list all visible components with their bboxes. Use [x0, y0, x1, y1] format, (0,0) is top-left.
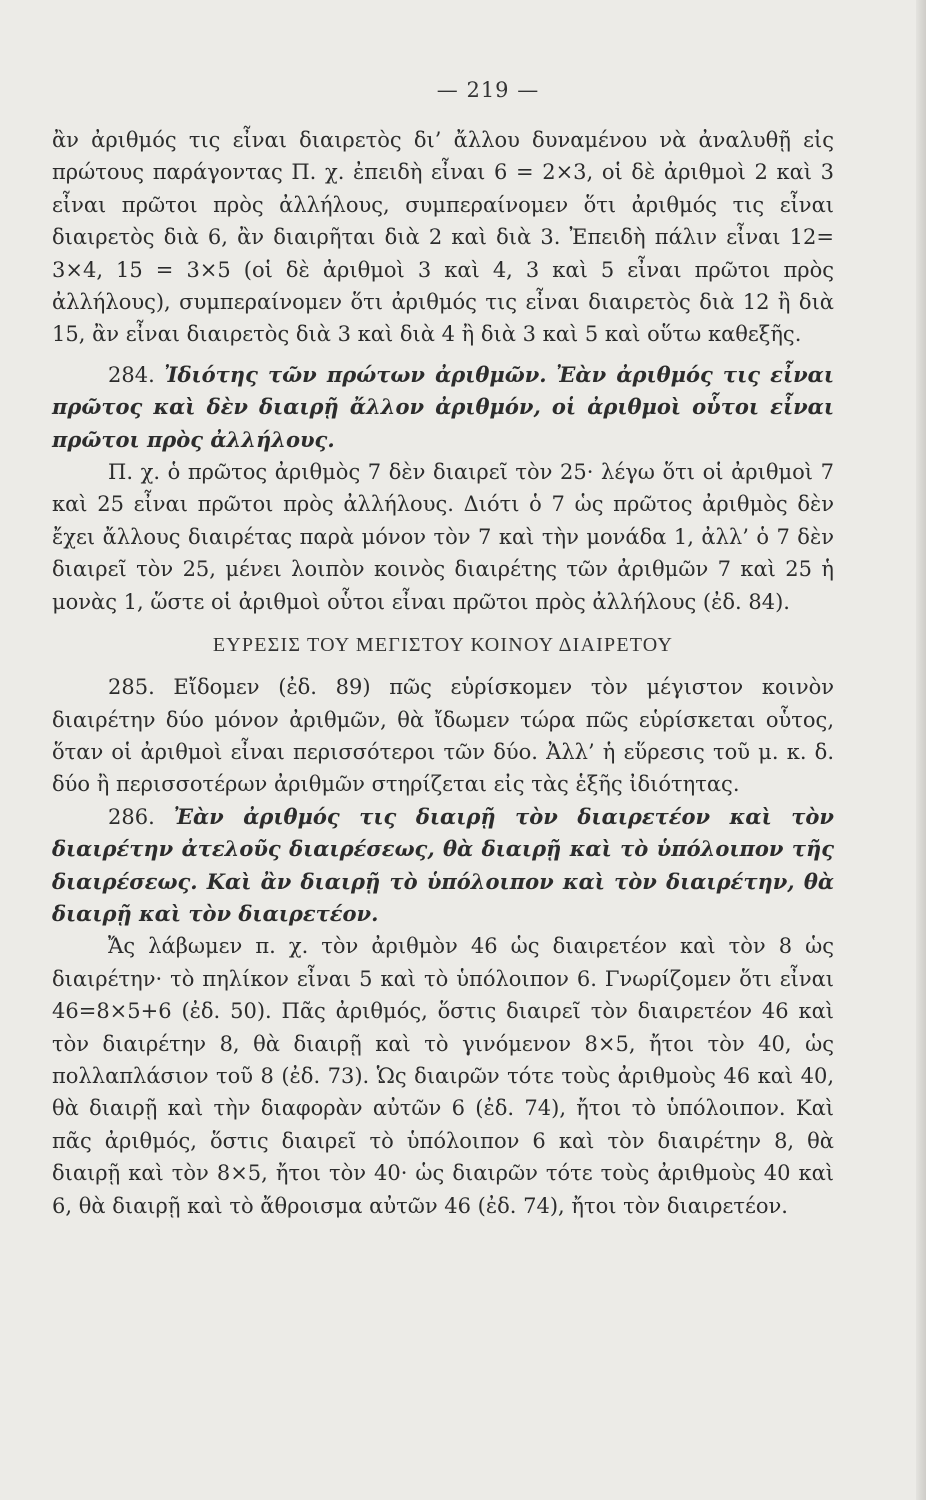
- paragraph-284-rule: Ἐὰν ἀριθμός τις εἶναι πρῶτος καὶ δὲν διαιρῇ ἄλλον ἀριθμόν, οἱ ἀριθμοὶ οὗτοι εἶναι πρῶτοι πρὸς ἀλλήλους.: [52, 361, 834, 452]
- section-heading: ΕΥΡΕΣΙΣ ΤΟΥ ΜΕΓΙΣΤΟΥ ΚΟΙΝΟΥ ΔΙΑΙΡΕΤΟΥ: [212, 634, 674, 657]
- paragraph-284-title: Ἰδιότης τῶν πρώτων ἀριθμῶν.: [164, 361, 547, 387]
- paragraph-286-body: Ἄς λάβωμεν π. χ. τὸν ἀριθμὸν 46 ὡς διαιρετέον καὶ τὸν 8 ὡς διαιρέτην· τὸ πηλίκον εἶναι 5 καὶ τὸ ὑπόλοιπον 6. Γνωρίζομεν ὅτι εἶναι 46=8×5+6 (ἐδ. 50). Πᾶς ἀριθμός, ὅστις διαιρεῖ τὸν διαιρετέον 46 καὶ τὸν διαιρέτην 8, θὰ διαιρῇ καὶ τὸ γινόμενον 8×5, ἤτοι τὸν 40, ὡς πολλαπλάσιον τοῦ 8 (ἐδ. 73). Ὡς διαιρῶν τότε τοὺς ἀριθμοὺς 46 καὶ 40, θὰ διαιρῇ καὶ τὴν διαφορὰν αὐτῶν 6 (ἐδ. 74), ἤτοι τὸ ὑπόλοιπον. Καὶ πᾶς ἀριθμός, ὅστις διαιρεῖ τὸ ὑπόλοιπον 6 καὶ τὸν διαιρέτην 8, θὰ διαιρῇ καὶ τὸν 8×5, ἤτοι τὸν 40· ὡς διαιρῶν τότε τοὺς ἀριθμοὺς 40 καὶ 6, θὰ διαιρῇ καὶ τὸ ἄθροισμα αὐτῶν 46 (ἐδ. 74), ἤτοι τὸν διαιρετέον.: [52, 934, 834, 1218]
- paragraph-286-number: 286.: [108, 804, 155, 829]
- page-edge: [916, 0, 926, 1500]
- spacer: [52, 351, 834, 359]
- paragraph-284-example: Π. χ. ὁ πρῶτος ἀριθμὸς 7 δὲν διαιρεῖ τὸν 25· λέγω ὅτι οἱ ἀριθμοὶ 7 καὶ 25 εἶναι πρῶτοι πρὸς ἀλλήλους. Διότι ὁ 7 ὡς πρῶτος ἀριθμὸς δὲν ἔχει ἄλλους διαιρέτας παρὰ μόνον τὸν 7 καὶ τὴν μονάδα 1, ἀλλ’ ὁ 7 δὲν διαιρεῖ τὸν 25, μένει λοιπὸν κοινὸς διαιρέτης τῶν ἀριθμῶν 7 καὶ 25 ἡ μονὰς 1, ὥστε οἱ ἀριθμοὶ οὗτοι εἶναι πρῶτοι πρὸς ἀλλήλους (ἐδ. 84).: [52, 460, 834, 614]
- paragraph-284: [52, 359, 834, 456]
- intro-paragraph: ἂν ἀριθμός τις εἶναι διαιρετὸς δι’ ἄλλου δυναμένου νὰ ἀναλυθῇ εἰς πρώτους παράγοντας Π. χ. ἐπειδὴ εἶναι 6 = 2×3, οἱ δὲ ἀριθμοὶ 2 καὶ 3 εἶναι πρῶτοι πρὸς ἀλλήλους, συμπεραίνομεν ὅτι ἀριθμός τις εἶναι διαιρετὸς διὰ 6, ἂν διαιρῆται διὰ 2 καὶ διὰ 3. Ἐπειδὴ πάλιν εἶναι 12= 3×4, 15 = 3×5 (οἱ δὲ ἀριθμοὶ 3 καὶ 4, 3 καὶ 5 εἶναι πρῶτοι πρὸς ἀλλήλους), συμπεραίνομεν ὅτι ἀριθμός τις εἶναι διαιρετὸς διὰ 12 ἢ διὰ 15, ἂν εἶναι διαιρετὸς διὰ 3 καὶ διὰ 4 ἢ διὰ 3 καὶ 5 καὶ οὕτω καθεξῆς.: [52, 128, 834, 347]
- paragraph-286-rule: Ἐὰν ἀριθμός τις διαιρῇ τὸν διαιρετέον καὶ τὸν διαιρέτην ἀτελοῦς διαιρέσεως, θὰ διαιρῇ καὶ τὸ ὑπόλοιπον τῆς διαιρέσεως. Καὶ ἂν διαιρῇ τὸ ὑπόλοιπον καὶ τὸν διαιρέτην, θὰ διαιρῇ καὶ τὸν διαιρετέον.: [52, 803, 834, 926]
- book-page: [52, 78, 834, 1222]
- page-number: — 219 —: [436, 78, 540, 102]
- paragraph-284-number: 284.: [108, 362, 155, 387]
- paragraph-285: 285. Εἴδομεν (ἐδ. 89) πῶς εὑρίσκομεν τὸν μέγιστον κοινὸν διαιρέτην δύο μόνον ἀριθμῶν, θὰ ἴδωμεν τώρα πῶς εὑρίσκεται οὗτος, ὅταν οἱ ἀριθμοὶ εἶναι περισσότεροι τῶν δύο. Ἀλλ’ ἡ εὕρεσις τοῦ μ. κ. δ. δύο ἢ περισσοτέρων ἀριθμῶν στηρίζεται εἰς τὰς ἑξῆς ἰδιότητας.: [52, 675, 834, 797]
- paragraph-286: [52, 801, 834, 931]
